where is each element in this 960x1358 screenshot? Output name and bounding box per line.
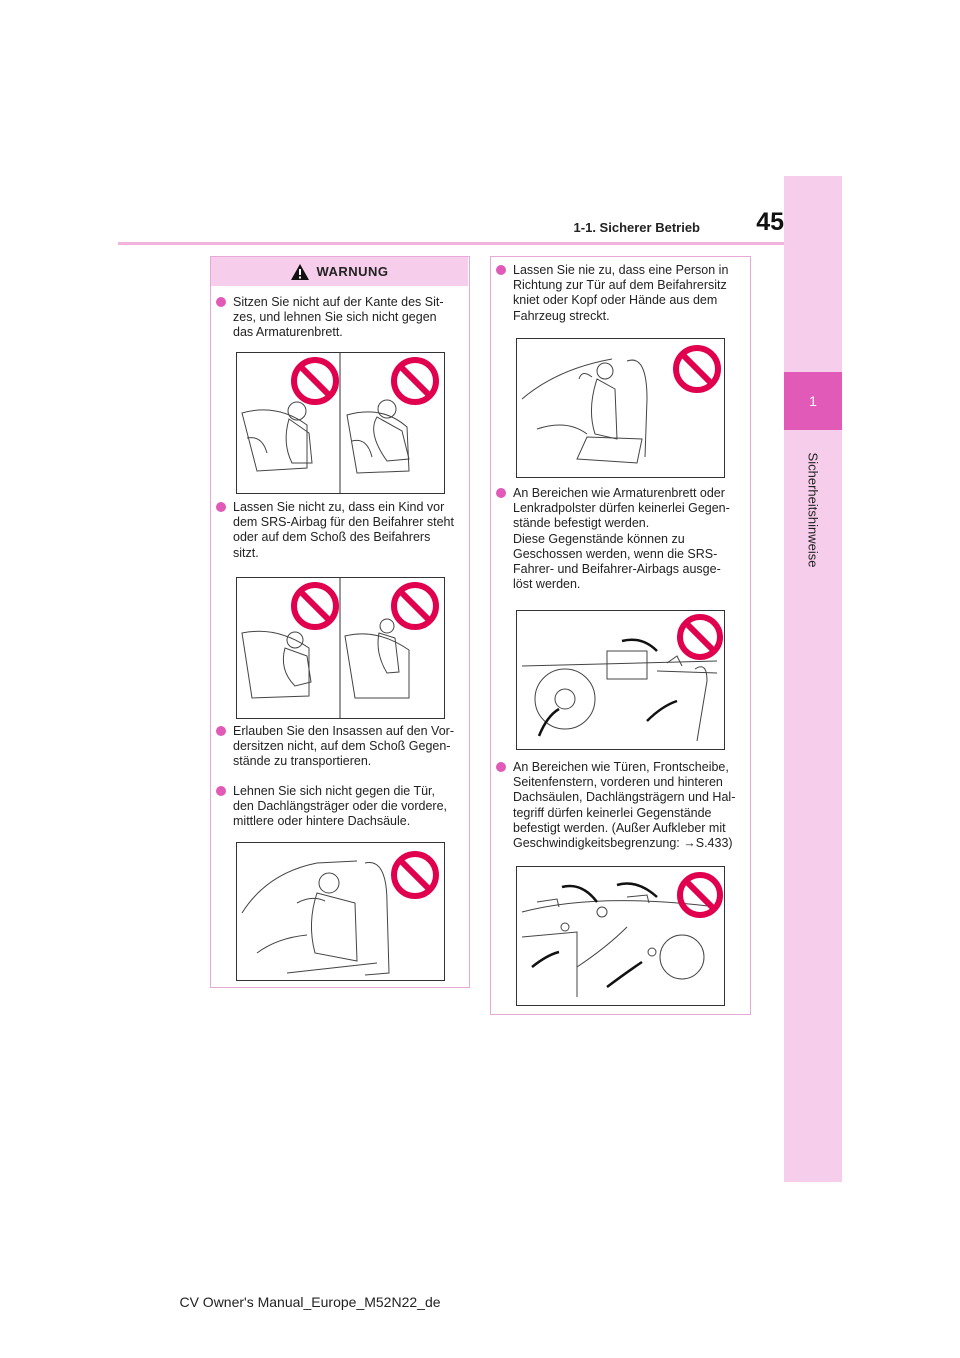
chapter-number-tab[interactable]: 1	[784, 372, 842, 430]
page-number: 45	[756, 208, 784, 236]
list-item	[216, 724, 464, 772]
list-item	[216, 500, 464, 564]
illustration-objects-on-doors-and-pillars	[516, 866, 725, 1006]
list-item-text: Sitzen Sie nicht auf der Kante des Sit- zes, und lehnen Sie sich nicht gegen das Armaturenbrett.	[233, 295, 444, 340]
warning-title: WARNUNG	[316, 264, 389, 279]
illustration-child-in-front-of-airbag	[236, 577, 445, 719]
list-item-text: An Bereichen wie Türen, Frontscheibe, Seitenfenstern, vorderen und hinteren Dachsäulen, Dachlängsträgern und Hal- tegriff dürfen keinerlei Gegenstände befestigt werden. (Außer Aufkleber mit Geschwindigkeitsbegrenzung: →S.433)	[513, 760, 736, 851]
illustration-leaning-on-door	[236, 842, 445, 981]
list-item-text: Lassen Sie nie zu, dass eine Person in Richtung zur Tür auf dem Beifahrersitz kniet oder Kopf oder Hände aus dem Fahrzeug streckt.	[513, 263, 729, 323]
warning-triangle-icon	[290, 263, 310, 281]
chapter-label	[784, 440, 842, 580]
prohibition-sign-icon	[394, 585, 436, 627]
list-item	[496, 760, 746, 856]
list-item-text: An Bereichen wie Armaturenbrett oder Lenkradpolster dürfen keinerlei Gegen- stände befestigt werden. Diese Gegenstände können zu Geschossen werden, wenn die SRS- Fahrer- und Beifahrer-Airbags ausge- löst werden.	[513, 486, 730, 592]
prohibition-sign-icon	[294, 585, 336, 627]
prohibition-sign-icon	[676, 348, 718, 390]
bullet-icon	[496, 488, 506, 498]
bullet-icon	[216, 726, 226, 736]
chapter-label-text: Sicherheitshinweise	[805, 452, 821, 568]
list-item	[496, 486, 746, 598]
prohibition-sign-icon	[294, 360, 336, 402]
header-rule	[118, 242, 784, 245]
list-item	[216, 295, 464, 343]
bullet-icon	[216, 502, 226, 512]
illustration-sitting-on-seat-edge	[236, 352, 445, 494]
footer-text: CV Owner's Manual_Europe_M52N22_de	[179, 1294, 441, 1310]
illustration-objects-on-dashboard	[516, 610, 725, 750]
prohibition-sign-icon	[680, 875, 720, 915]
prohibition-sign-icon	[680, 617, 720, 657]
prohibition-sign-icon	[394, 854, 436, 896]
list-item	[216, 784, 464, 832]
warning-header	[211, 257, 468, 286]
list-item-text: Erlauben Sie den Insassen auf den Vor- dersitzen nicht, auf dem Schoß Gegen- stände zu transportieren.	[233, 724, 454, 769]
side-tab	[784, 176, 842, 1182]
list-item-text: Lehnen Sie sich nicht gegen die Tür, den Dachlängsträger oder die vordere, mittlere oder hintere Dachsäule.	[233, 784, 448, 829]
bullet-icon	[496, 265, 506, 275]
bullet-icon	[496, 762, 506, 772]
list-item	[496, 263, 746, 327]
prohibition-sign-icon	[394, 360, 436, 402]
illustration-kneeling-toward-door	[516, 338, 725, 478]
section-title: 1-1. Sicherer Betrieb	[573, 220, 700, 235]
bullet-icon	[216, 786, 226, 796]
list-item-text: Lassen Sie nicht zu, dass ein Kind vor dem SRS-Airbag für den Beifahrer steht oder auf dem Schoß des Beifahrers sitzt.	[233, 500, 454, 560]
bullet-icon	[216, 297, 226, 307]
